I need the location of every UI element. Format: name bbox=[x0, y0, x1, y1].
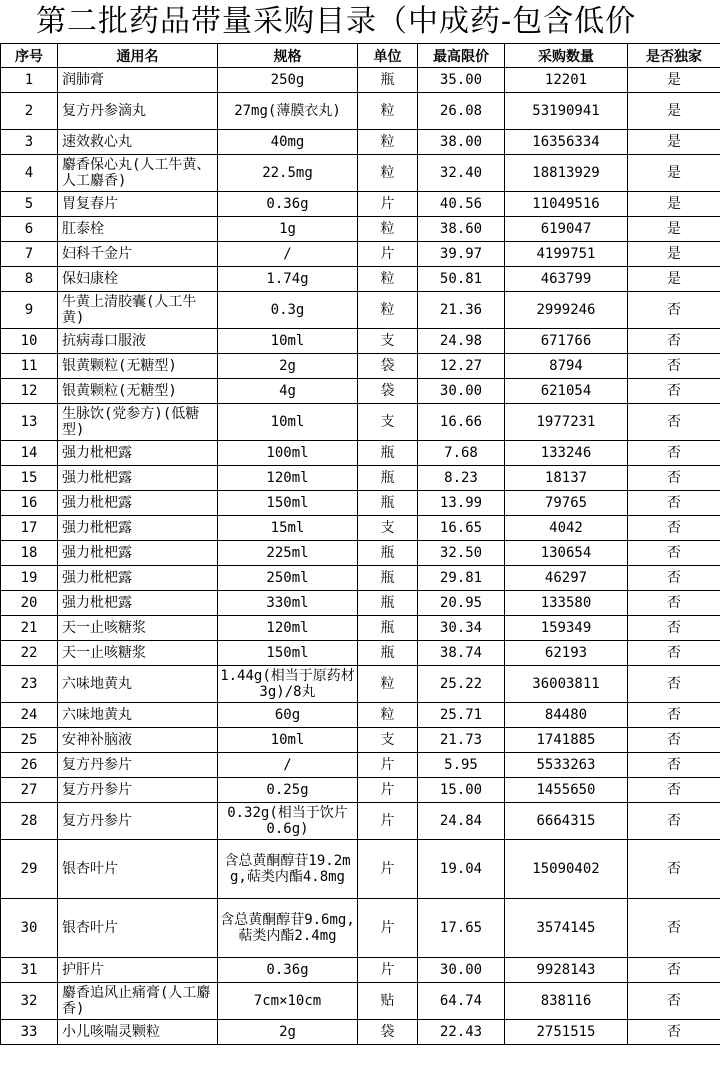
cell-price: 30.00 bbox=[418, 958, 505, 983]
table-row bbox=[1, 155, 720, 192]
cell-spec: 1.74g bbox=[218, 267, 358, 292]
cell-price: 20.95 bbox=[418, 591, 505, 616]
cell-qty: 36003811 bbox=[505, 666, 628, 703]
cell-price: 29.81 bbox=[418, 566, 505, 591]
table-row bbox=[1, 591, 720, 616]
cell-price: 39.97 bbox=[418, 242, 505, 267]
cell-price: 16.65 bbox=[418, 516, 505, 541]
cell-exclusive: 否 bbox=[628, 404, 720, 441]
cell-qty: 6664315 bbox=[505, 803, 628, 840]
cell-spec: 225ml bbox=[218, 541, 358, 566]
cell-price: 25.22 bbox=[418, 666, 505, 703]
cell-qty: 12201 bbox=[505, 68, 628, 93]
table-row bbox=[1, 217, 720, 242]
cell-spec: 15ml bbox=[218, 516, 358, 541]
cell-no: 12 bbox=[1, 379, 58, 404]
cell-name: 银杏叶片 bbox=[58, 840, 218, 899]
cell-no: 2 bbox=[1, 93, 58, 130]
cell-no: 23 bbox=[1, 666, 58, 703]
header-row bbox=[1, 44, 720, 68]
cell-name: 速效救心丸 bbox=[58, 130, 218, 155]
cell-exclusive: 否 bbox=[628, 379, 720, 404]
cell-name: 银杏叶片 bbox=[58, 899, 218, 958]
cell-exclusive: 否 bbox=[628, 466, 720, 491]
cell-exclusive: 否 bbox=[628, 491, 720, 516]
cell-no: 24 bbox=[1, 703, 58, 728]
cell-no: 16 bbox=[1, 491, 58, 516]
cell-unit: 瓶 bbox=[358, 616, 418, 641]
cell-no: 8 bbox=[1, 267, 58, 292]
cell-spec: 60g bbox=[218, 703, 358, 728]
cell-spec: 150ml bbox=[218, 491, 358, 516]
cell-price: 7.68 bbox=[418, 441, 505, 466]
table-row bbox=[1, 753, 720, 778]
cell-unit: 片 bbox=[358, 958, 418, 983]
cell-name: 强力枇杷露 bbox=[58, 591, 218, 616]
cell-qty: 2751515 bbox=[505, 1020, 628, 1045]
table-row bbox=[1, 292, 720, 329]
table-row bbox=[1, 899, 720, 958]
cell-exclusive: 是 bbox=[628, 93, 720, 130]
cell-exclusive: 否 bbox=[628, 441, 720, 466]
cell-name: 复方丹参片 bbox=[58, 778, 218, 803]
cell-unit: 瓶 bbox=[358, 566, 418, 591]
cell-unit: 片 bbox=[358, 242, 418, 267]
cell-spec: / bbox=[218, 242, 358, 267]
cell-qty: 1741885 bbox=[505, 728, 628, 753]
cell-unit: 瓶 bbox=[358, 466, 418, 491]
cell-no: 13 bbox=[1, 404, 58, 441]
cell-price: 12.27 bbox=[418, 354, 505, 379]
cell-exclusive: 否 bbox=[628, 899, 720, 958]
cell-price: 5.95 bbox=[418, 753, 505, 778]
cell-spec: 330ml bbox=[218, 591, 358, 616]
cell-exclusive: 是 bbox=[628, 267, 720, 292]
cell-exclusive: 否 bbox=[628, 641, 720, 666]
cell-qty: 62193 bbox=[505, 641, 628, 666]
cell-spec: 0.3g bbox=[218, 292, 358, 329]
cell-unit: 支 bbox=[358, 404, 418, 441]
cell-name: 护肝片 bbox=[58, 958, 218, 983]
cell-exclusive: 否 bbox=[628, 728, 720, 753]
table-row bbox=[1, 666, 720, 703]
cell-no: 15 bbox=[1, 466, 58, 491]
cell-unit: 粒 bbox=[358, 130, 418, 155]
cell-qty: 5533263 bbox=[505, 753, 628, 778]
col-header-exclusive: 是否独家 bbox=[628, 44, 720, 68]
cell-exclusive: 是 bbox=[628, 242, 720, 267]
cell-price: 30.34 bbox=[418, 616, 505, 641]
cell-qty: 1455650 bbox=[505, 778, 628, 803]
cell-price: 15.00 bbox=[418, 778, 505, 803]
cell-spec: 10ml bbox=[218, 728, 358, 753]
cell-exclusive: 是 bbox=[628, 68, 720, 93]
cell-no: 17 bbox=[1, 516, 58, 541]
col-header-spec: 规格 bbox=[218, 44, 358, 68]
cell-name: 六味地黄丸 bbox=[58, 666, 218, 703]
col-header-price: 最高限价 bbox=[418, 44, 505, 68]
table-row bbox=[1, 840, 720, 899]
cell-price: 21.73 bbox=[418, 728, 505, 753]
cell-unit: 瓶 bbox=[358, 441, 418, 466]
cell-unit: 片 bbox=[358, 778, 418, 803]
cell-unit: 片 bbox=[358, 899, 418, 958]
col-header-qty: 采购数量 bbox=[505, 44, 628, 68]
cell-spec: 4g bbox=[218, 379, 358, 404]
cell-name: 妇科千金片 bbox=[58, 242, 218, 267]
cell-price: 13.99 bbox=[418, 491, 505, 516]
cell-price: 21.36 bbox=[418, 292, 505, 329]
cell-name: 肛泰栓 bbox=[58, 217, 218, 242]
cell-spec: 27mg(薄膜衣丸) bbox=[218, 93, 358, 130]
cell-no: 32 bbox=[1, 983, 58, 1020]
table-row bbox=[1, 491, 720, 516]
cell-unit: 瓶 bbox=[358, 641, 418, 666]
cell-price: 38.60 bbox=[418, 217, 505, 242]
col-header-no: 序号 bbox=[1, 44, 58, 68]
cell-spec: 含总黄酮醇苷19.2mg,萜类内酯4.8mg bbox=[218, 840, 358, 899]
cell-unit: 粒 bbox=[358, 155, 418, 192]
cell-exclusive: 是 bbox=[628, 130, 720, 155]
table-row bbox=[1, 267, 720, 292]
cell-exclusive: 是 bbox=[628, 155, 720, 192]
table-row bbox=[1, 616, 720, 641]
cell-no: 21 bbox=[1, 616, 58, 641]
cell-exclusive: 否 bbox=[628, 616, 720, 641]
cell-name: 麝香保心丸(人工牛黄、人工麝香) bbox=[58, 155, 218, 192]
cell-name: 强力枇杷露 bbox=[58, 441, 218, 466]
cell-no: 30 bbox=[1, 899, 58, 958]
cell-exclusive: 否 bbox=[628, 1020, 720, 1045]
table-row bbox=[1, 68, 720, 93]
cell-price: 22.43 bbox=[418, 1020, 505, 1045]
cell-price: 16.66 bbox=[418, 404, 505, 441]
cell-no: 4 bbox=[1, 155, 58, 192]
cell-no: 28 bbox=[1, 803, 58, 840]
cell-price: 40.56 bbox=[418, 192, 505, 217]
table-row bbox=[1, 983, 720, 1020]
cell-name: 六味地黄丸 bbox=[58, 703, 218, 728]
cell-qty: 2999246 bbox=[505, 292, 628, 329]
cell-price: 19.04 bbox=[418, 840, 505, 899]
cell-qty: 18813929 bbox=[505, 155, 628, 192]
cell-exclusive: 否 bbox=[628, 329, 720, 354]
cell-qty: 621054 bbox=[505, 379, 628, 404]
table-row bbox=[1, 354, 720, 379]
cell-exclusive: 是 bbox=[628, 192, 720, 217]
cell-exclusive: 否 bbox=[628, 983, 720, 1020]
cell-qty: 53190941 bbox=[505, 93, 628, 130]
table-row bbox=[1, 958, 720, 983]
cell-price: 38.74 bbox=[418, 641, 505, 666]
cell-qty: 84480 bbox=[505, 703, 628, 728]
cell-name: 强力枇杷露 bbox=[58, 541, 218, 566]
cell-qty: 159349 bbox=[505, 616, 628, 641]
cell-no: 7 bbox=[1, 242, 58, 267]
cell-name: 复方丹参滴丸 bbox=[58, 93, 218, 130]
cell-price: 35.00 bbox=[418, 68, 505, 93]
cell-qty: 15090402 bbox=[505, 840, 628, 899]
cell-no: 14 bbox=[1, 441, 58, 466]
cell-qty: 671766 bbox=[505, 329, 628, 354]
cell-qty: 463799 bbox=[505, 267, 628, 292]
drug-table bbox=[0, 43, 720, 1045]
cell-unit: 支 bbox=[358, 329, 418, 354]
cell-spec: 0.25g bbox=[218, 778, 358, 803]
cell-no: 19 bbox=[1, 566, 58, 591]
cell-qty: 18137 bbox=[505, 466, 628, 491]
cell-no: 11 bbox=[1, 354, 58, 379]
cell-name: 银黄颗粒(无糖型) bbox=[58, 379, 218, 404]
cell-no: 1 bbox=[1, 68, 58, 93]
cell-qty: 4042 bbox=[505, 516, 628, 541]
cell-exclusive: 否 bbox=[628, 778, 720, 803]
cell-unit: 粒 bbox=[358, 703, 418, 728]
cell-no: 5 bbox=[1, 192, 58, 217]
cell-qty: 79765 bbox=[505, 491, 628, 516]
cell-price: 64.74 bbox=[418, 983, 505, 1020]
cell-exclusive: 否 bbox=[628, 516, 720, 541]
cell-unit: 片 bbox=[358, 803, 418, 840]
cell-name: 安神补脑液 bbox=[58, 728, 218, 753]
table-row bbox=[1, 703, 720, 728]
cell-no: 25 bbox=[1, 728, 58, 753]
cell-unit: 粒 bbox=[358, 93, 418, 130]
cell-exclusive: 是 bbox=[628, 217, 720, 242]
cell-exclusive: 否 bbox=[628, 753, 720, 778]
cell-spec: 120ml bbox=[218, 466, 358, 491]
col-header-name: 通用名 bbox=[58, 44, 218, 68]
cell-name: 强力枇杷露 bbox=[58, 491, 218, 516]
cell-spec: / bbox=[218, 753, 358, 778]
cell-no: 18 bbox=[1, 541, 58, 566]
cell-spec: 0.36g bbox=[218, 192, 358, 217]
table-row bbox=[1, 192, 720, 217]
cell-price: 50.81 bbox=[418, 267, 505, 292]
cell-unit: 粒 bbox=[358, 292, 418, 329]
table-row bbox=[1, 803, 720, 840]
cell-qty: 16356334 bbox=[505, 130, 628, 155]
cell-unit: 片 bbox=[358, 840, 418, 899]
cell-spec: 40mg bbox=[218, 130, 358, 155]
cell-price: 8.23 bbox=[418, 466, 505, 491]
cell-exclusive: 否 bbox=[628, 541, 720, 566]
cell-exclusive: 否 bbox=[628, 666, 720, 703]
cell-no: 31 bbox=[1, 958, 58, 983]
cell-no: 10 bbox=[1, 329, 58, 354]
cell-unit: 支 bbox=[358, 728, 418, 753]
cell-spec: 250ml bbox=[218, 566, 358, 591]
cell-name: 复方丹参片 bbox=[58, 803, 218, 840]
cell-name: 银黄颗粒(无糖型) bbox=[58, 354, 218, 379]
cell-name: 复方丹参片 bbox=[58, 753, 218, 778]
cell-exclusive: 否 bbox=[628, 840, 720, 899]
cell-spec: 250g bbox=[218, 68, 358, 93]
table-row bbox=[1, 130, 720, 155]
cell-no: 9 bbox=[1, 292, 58, 329]
table-row bbox=[1, 379, 720, 404]
cell-name: 牛黄上清胶囊(人工牛黄) bbox=[58, 292, 218, 329]
table-body bbox=[1, 68, 720, 1045]
cell-qty: 9928143 bbox=[505, 958, 628, 983]
table-row bbox=[1, 541, 720, 566]
cell-name: 麝香追风止痛膏(人工麝香) bbox=[58, 983, 218, 1020]
col-header-unit: 单位 bbox=[358, 44, 418, 68]
cell-exclusive: 否 bbox=[628, 292, 720, 329]
cell-qty: 133246 bbox=[505, 441, 628, 466]
cell-unit: 瓶 bbox=[358, 68, 418, 93]
cell-no: 26 bbox=[1, 753, 58, 778]
cell-price: 25.71 bbox=[418, 703, 505, 728]
cell-exclusive: 否 bbox=[628, 566, 720, 591]
cell-spec: 含总黄酮醇苷9.6mg,萜类内酯2.4mg bbox=[218, 899, 358, 958]
cell-price: 38.00 bbox=[418, 130, 505, 155]
cell-spec: 2g bbox=[218, 354, 358, 379]
cell-unit: 粒 bbox=[358, 666, 418, 703]
table-row bbox=[1, 404, 720, 441]
table-row bbox=[1, 93, 720, 130]
cell-name: 强力枇杷露 bbox=[58, 516, 218, 541]
cell-unit: 袋 bbox=[358, 354, 418, 379]
cell-no: 20 bbox=[1, 591, 58, 616]
table-row bbox=[1, 242, 720, 267]
cell-unit: 粒 bbox=[358, 217, 418, 242]
table-row bbox=[1, 1020, 720, 1045]
cell-name: 保妇康栓 bbox=[58, 267, 218, 292]
cell-price: 17.65 bbox=[418, 899, 505, 958]
cell-spec: 120ml bbox=[218, 616, 358, 641]
cell-unit: 袋 bbox=[358, 1020, 418, 1045]
cell-qty: 4199751 bbox=[505, 242, 628, 267]
table-row bbox=[1, 641, 720, 666]
cell-unit: 片 bbox=[358, 192, 418, 217]
cell-exclusive: 否 bbox=[628, 354, 720, 379]
cell-unit: 袋 bbox=[358, 379, 418, 404]
cell-qty: 11049516 bbox=[505, 192, 628, 217]
cell-qty: 8794 bbox=[505, 354, 628, 379]
cell-name: 小儿咳喘灵颗粒 bbox=[58, 1020, 218, 1045]
cell-qty: 3574145 bbox=[505, 899, 628, 958]
cell-price: 26.08 bbox=[418, 93, 505, 130]
cell-name: 胃复春片 bbox=[58, 192, 218, 217]
cell-name: 抗病毒口服液 bbox=[58, 329, 218, 354]
cell-unit: 粒 bbox=[358, 267, 418, 292]
table-row bbox=[1, 466, 720, 491]
table-row bbox=[1, 516, 720, 541]
cell-price: 24.84 bbox=[418, 803, 505, 840]
table-row bbox=[1, 329, 720, 354]
cell-no: 3 bbox=[1, 130, 58, 155]
cell-unit: 贴 bbox=[358, 983, 418, 1020]
cell-name: 天一止咳糖浆 bbox=[58, 641, 218, 666]
cell-qty: 133580 bbox=[505, 591, 628, 616]
cell-no: 6 bbox=[1, 217, 58, 242]
cell-exclusive: 否 bbox=[628, 803, 720, 840]
cell-spec: 22.5mg bbox=[218, 155, 358, 192]
cell-name: 润肺膏 bbox=[58, 68, 218, 93]
table-row bbox=[1, 728, 720, 753]
cell-no: 22 bbox=[1, 641, 58, 666]
cell-unit: 片 bbox=[358, 753, 418, 778]
table-row bbox=[1, 566, 720, 591]
cell-price: 24.98 bbox=[418, 329, 505, 354]
table-row bbox=[1, 441, 720, 466]
cell-name: 强力枇杷露 bbox=[58, 466, 218, 491]
cell-no: 33 bbox=[1, 1020, 58, 1045]
cell-price: 30.00 bbox=[418, 379, 505, 404]
cell-spec: 0.32g(相当于饮片0.6g) bbox=[218, 803, 358, 840]
cell-no: 29 bbox=[1, 840, 58, 899]
cell-qty: 130654 bbox=[505, 541, 628, 566]
cell-spec: 100ml bbox=[218, 441, 358, 466]
cell-name: 生脉饮(党参方)(低糖型) bbox=[58, 404, 218, 441]
cell-price: 32.40 bbox=[418, 155, 505, 192]
cell-price: 32.50 bbox=[418, 541, 505, 566]
cell-unit: 瓶 bbox=[358, 541, 418, 566]
cell-spec: 1g bbox=[218, 217, 358, 242]
page-title: 第二批药品带量采购目录（中成药-包含低价 bbox=[36, 4, 637, 39]
cell-qty: 46297 bbox=[505, 566, 628, 591]
cell-unit: 瓶 bbox=[358, 491, 418, 516]
cell-exclusive: 否 bbox=[628, 958, 720, 983]
cell-exclusive: 否 bbox=[628, 703, 720, 728]
cell-spec: 10ml bbox=[218, 404, 358, 441]
cell-spec: 10ml bbox=[218, 329, 358, 354]
cell-spec: 7cm×10cm bbox=[218, 983, 358, 1020]
cell-name: 强力枇杷露 bbox=[58, 566, 218, 591]
cell-qty: 1977231 bbox=[505, 404, 628, 441]
cell-unit: 瓶 bbox=[358, 591, 418, 616]
table-row bbox=[1, 778, 720, 803]
cell-name: 天一止咳糖浆 bbox=[58, 616, 218, 641]
cell-exclusive: 否 bbox=[628, 591, 720, 616]
cell-spec: 2g bbox=[218, 1020, 358, 1045]
cell-qty: 838116 bbox=[505, 983, 628, 1020]
cell-unit: 支 bbox=[358, 516, 418, 541]
cell-spec: 0.36g bbox=[218, 958, 358, 983]
cell-no: 27 bbox=[1, 778, 58, 803]
cell-spec: 1.44g(相当于原药材3g)/8丸 bbox=[218, 666, 358, 703]
cell-spec: 150ml bbox=[218, 641, 358, 666]
cell-qty: 619047 bbox=[505, 217, 628, 242]
